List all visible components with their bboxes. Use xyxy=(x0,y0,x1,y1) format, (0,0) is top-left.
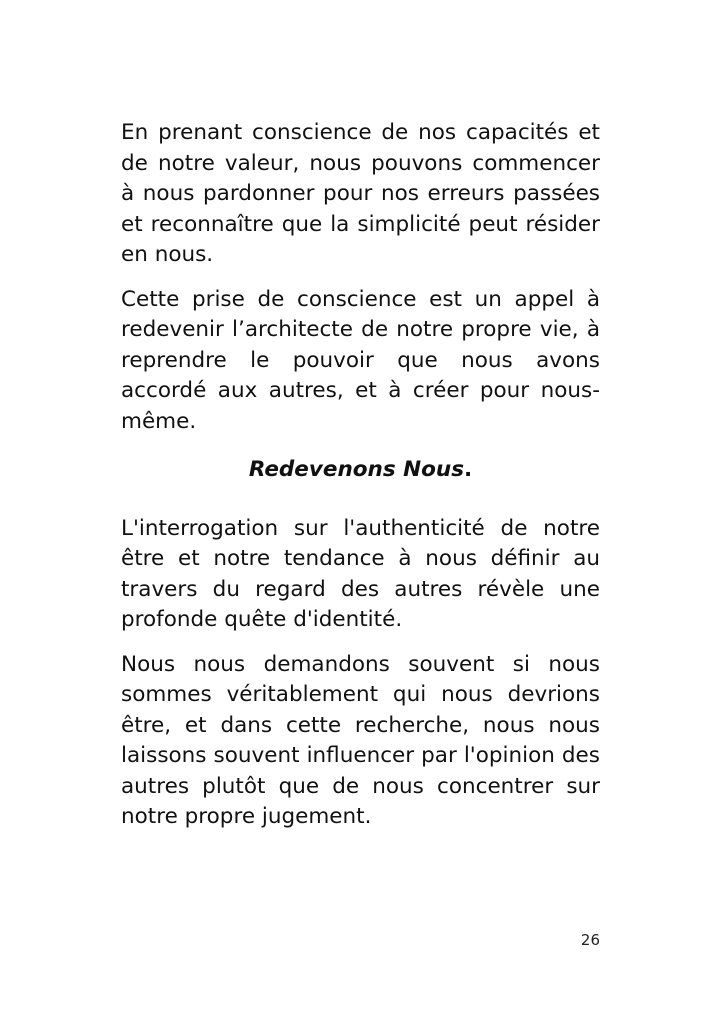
paragraph-3: L'interrogation sur l'authenticité de notre être et notre tendance à nous définir au travers du regard des autres révèle une profonde quête d'identité. xyxy=(121,515,600,632)
paragraph-1: En prenant conscience de nos capacités et de notre valeur, nous pouvons commencer à nous pardonner pour nos erreurs passées et reconnaître que la simplicité peut résider en nous. xyxy=(121,120,600,267)
paragraph-2: Cette prise de conscience est un appel à redevenir l’architecte de notre propre vie, à reprendre le pouvoir que nous avons accordé aux autres, et à créer pour nous-même. xyxy=(121,286,600,434)
page-content xyxy=(121,118,600,847)
paragraph-4: Nous nous demandons souvent si nous sommes véritablement qui nous devrions être, et dans cette recherche, nous nous laissons souvent influencer par l'opinion des autres plutôt que de nous concentrer sur notre propre jugement. xyxy=(121,651,600,829)
heading-text: Redevenons Nous xyxy=(248,457,464,482)
section-heading xyxy=(121,455,600,486)
heading-period: . xyxy=(464,457,473,482)
page-number: 26 xyxy=(580,931,600,949)
